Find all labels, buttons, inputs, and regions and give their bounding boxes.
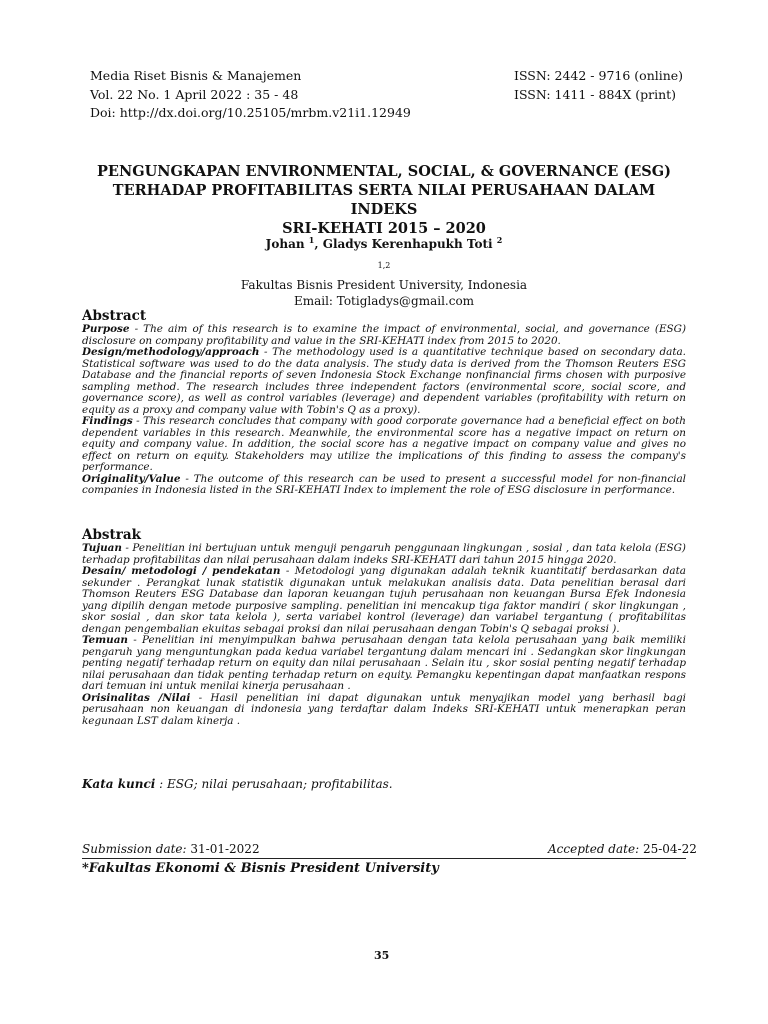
originality-label: Originality/Value — [82, 472, 181, 485]
abstract-purpose — [82, 324, 686, 347]
issn-online: ISSN: 2442 - 9716 (online) — [514, 68, 684, 83]
originality-text: - The outcome of this research can be used to present a successful model for non-financial companies in Indonesia listed in the SRI-KEHATI Index to implement the role of ESG disclosure in performance. — [82, 472, 686, 496]
affiliation-block — [84, 261, 684, 309]
design-text: - The methodology used is a quantitative technique based on secondary data. Statistical software was used to do the data analysis. The study data is derived from the Thomson Reuters ESG Database and the financial reports of seven Indonesia Stock Exchange nonfinancial firms chosen with purposive sampling method. The research includes three independent factors (environmental score, social score, and governance score), as well as control variables (leverage) and dependent variables (profitability with return on equity as a proxy and company value with Tobin's Q as a proxy). — [82, 346, 686, 416]
purpose-text: - The aim of this research is to examine the impact of environmental, social, and governance (ESG) disclosure on company profitability and value in the SRI-KEHATI index from 2015 to 2020. — [82, 323, 686, 347]
journal-header-right — [514, 67, 683, 104]
issn-print: ISSN: 1411 - 884X (print) — [514, 86, 677, 102]
journal-doi: Doi: http://dx.doi.org/10.25105/mrbm.v21i1.12949 — [90, 105, 411, 120]
abstract-design — [82, 347, 686, 416]
abstrak-heading: Abstrak — [82, 527, 141, 543]
affiliation-text: Fakultas Bisnis President University, Indonesia — [240, 278, 528, 292]
temuan-label: Temuan — [82, 634, 128, 646]
findings-text: - This research concludes that company with good corporate governance had a beneficial effect on both dependent variables in this research. Meanwhile, the environmental score has a negative impact on return on equity and company value. In addition, the social score has a negative impact on company value and gives no effect on return on equity. Stakeholders may utilize the implications of this finding to assess the company's performance. — [82, 415, 686, 473]
title-line-3: SRI-KEHATI 2015 – 2020 — [282, 220, 486, 237]
accepted-label: Accepted date: — [548, 842, 640, 856]
desain-text: - Metodologi yang digunakan adalah teknik kuantitatif berdasarkan data sekunder . Perangkat lunak statistik digunakan untuk melakukan analisis data. Data penelitian berasal dari Thomson Reuters ESG Database dan laporan keuangan tujuh perusahaan non keuangan Bursa Efek Indonesia yang dipilih dengan metode purposive sampling. penelitian ini mencakup tiga faktor mandiri ( skor lingkungan , skor sosial , dan skor tata kelola ), serta variabel kontrol (leverage) dan variabel tergantung ( profitabilitas dengan pengembalian ekuitas sebagai proksi dan nilai perusahaan dengan Tobin's Q sebagai proksi ). — [82, 565, 686, 635]
orisinalitas-text: - Hasil penelitian ini dapat digunakan untuk menyajikan model yang berhasil bagi perusahaan non keuangan di indonesia yang terdaftar dalam Indeks SRI-KEHATI untuk menerapkan peran kegunaan LST dalam kinerja . — [82, 691, 686, 727]
abstrak-tujuan — [82, 543, 686, 566]
title-line-1: PENGUNGKAPAN ENVIRONMENTAL, SOCIAL, & GOVERNANCE (ESG) — [97, 163, 671, 180]
abstract-body — [82, 324, 686, 497]
keywords — [82, 776, 393, 792]
findings-label: Findings — [82, 415, 133, 427]
design-label: Design/methodology/approach — [82, 346, 260, 358]
abstrak-orisinalitas — [82, 693, 686, 728]
orisinalitas-label: Orisinalitas /Nilai — [82, 691, 191, 704]
affiliation-sup: 1,2 — [377, 261, 391, 270]
accepted-value: 25-04-22 — [639, 842, 697, 856]
tujuan-text: - Penelitian ini bertujuan untuk menguji pengaruh penggunaan lingkungan , sosial , dan tata kelola (ESG) terhadap profitabilitas dan nilai perusahaan dalam indeks SRI-KEHATI dari tahun 2015 hingga 2020. — [82, 542, 686, 566]
author-2-name: Gladys Kerenhapukh Toti — [322, 237, 493, 251]
purpose-label: Purpose — [82, 323, 130, 335]
author-1-name: Johan — [265, 237, 305, 251]
journal-name: Media Riset Bisnis & Manajemen — [90, 68, 302, 83]
author-1-sup: 1 — [308, 235, 315, 245]
paper-title — [84, 162, 684, 238]
author-separator: , — [314, 237, 323, 251]
tujuan-label: Tujuan — [82, 542, 122, 554]
page-number: 35 — [374, 949, 390, 962]
abstract-originality — [82, 474, 686, 497]
footer-institution: *Fakultas Ekonomi & Bisnis President University — [82, 861, 439, 876]
author-2-sup: 2 — [496, 235, 503, 245]
temuan-text: - Penelitian ini menyimpulkan bahwa perusahaan dengan tata kelola perusahaan yang baik memiliki pengaruh yang menguntungkan pada kedua variabel tergantung dalam mencari ini . Sedangkan skor lingkungan penting negatif terhadap return on equity dan nilai perusahaan . Selain itu , skor sosial penting negatif terhadap nilai perusahaan dan tidak penting terhadap return on equity. Pemangku kepentingan dapat manfaatkan respons dari temuan ini untuk menilai kinerja perusahaan . — [82, 634, 686, 692]
desain-label: Desain/ metodologi / pendekatan — [82, 565, 281, 577]
abstract-findings — [82, 416, 686, 474]
abstrak-body — [82, 543, 686, 727]
author-email: Email: Totigladys@gmail.com — [293, 294, 475, 308]
submission-date — [82, 842, 260, 857]
accepted-date — [548, 842, 697, 857]
abstract-heading: Abstract — [82, 308, 147, 324]
journal-volume: Vol. 22 No. 1 April 2022 : 35 - 48 — [90, 86, 299, 102]
footer-divider — [82, 858, 686, 859]
keywords-label: Kata kunci — [82, 777, 156, 791]
affiliation-line — [84, 261, 684, 293]
journal-header-left — [90, 67, 411, 123]
submission-label: Submission date: — [82, 842, 187, 856]
submission-value: 31-01-2022 — [186, 842, 260, 856]
keywords-text: : ESG; nilai perusahaan; profitabilitas. — [155, 777, 393, 791]
abstrak-desain — [82, 566, 686, 635]
title-line-2: TERHADAP PROFITABILITAS SERTA NILAI PERUSAHAAN DALAM INDEKS — [112, 182, 656, 218]
abstrak-temuan — [82, 635, 686, 693]
author-list — [84, 236, 684, 252]
